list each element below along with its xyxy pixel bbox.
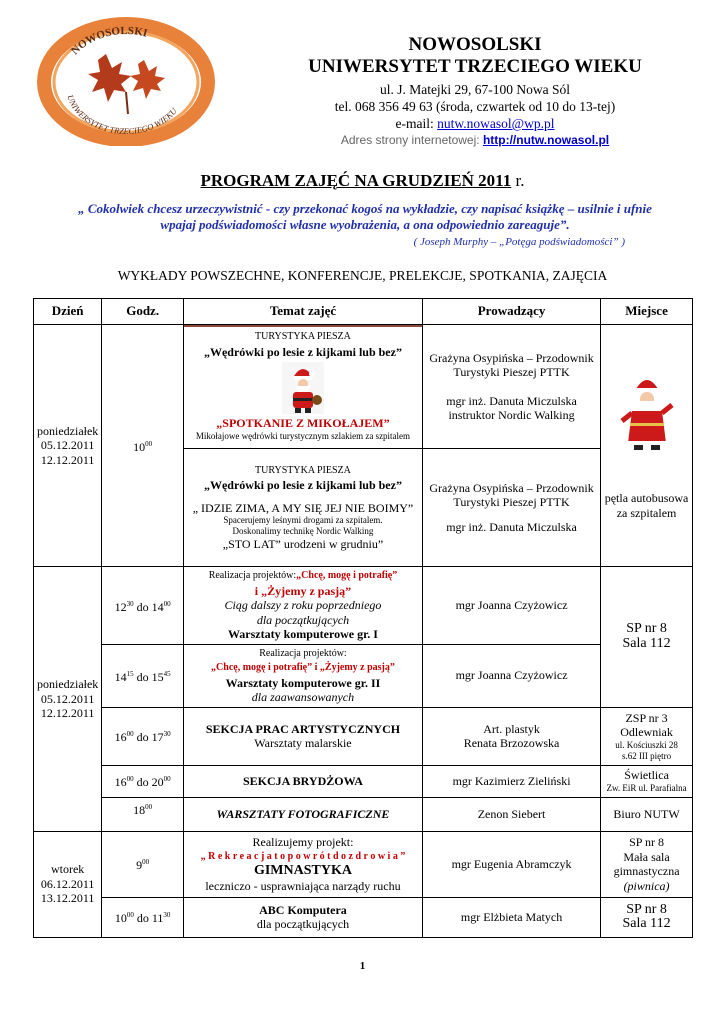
event-description: Spacerujemy leśnymi drogami za szpitalem. [223,515,383,525]
logo-text-top: NOWOSOLSKI [68,24,149,58]
time-separator: do [133,775,152,790]
time-start: 16 [114,775,127,790]
time-cell [102,765,184,797]
time-start-minutes: 00 [126,775,134,784]
place-text: gimnastyczna [613,864,680,878]
header-phone: tel. 068 356 49 63 (środa, czwartek od 10 do 13-tej) [334,99,616,114]
place-text: pętla autobusowa za szpitalem [604,491,689,520]
place-text: SP nr 8 [626,621,667,637]
host-name: mgr Eugenia Abramczyk [451,856,572,871]
time-end-minutes: 30 [163,730,171,739]
place-cell [601,797,693,831]
time-end: 20 [151,775,164,790]
place-text: ul. Kościuszki 28 [615,739,678,750]
time-start: 10 [114,911,127,926]
time-end-minutes: 00 [163,599,171,608]
host-cell [422,897,600,937]
www-link[interactable]: http://nutw.nowasol.pl [482,133,610,147]
header-www-line [250,133,700,147]
place-text: Sala 112 [622,635,671,651]
topic-title: „Wędrówki po lesie z kijkami lub bez” [203,344,402,359]
topic-title: Warsztaty komputerowe gr. I [227,627,378,641]
time-separator: do [133,599,152,614]
table-row [34,644,693,707]
day-name: poniedziałek [37,677,99,691]
time-end: 11 [151,911,164,926]
date: 06.12.2011 [40,876,95,891]
topic-level: dla początkujących [256,612,350,627]
header [250,34,700,147]
time-start: 14 [114,669,127,684]
date: 12.12.2011 [40,706,95,720]
project-label: Realizacja projektów: [208,570,297,581]
table-row [34,797,693,831]
topic-note: Ciąg dalszy z roku poprzedniego [224,598,382,612]
event-title: „SPOTKANIE Z MIKOŁAJEM” [216,416,390,430]
topic-cell [183,897,422,937]
time-start-minutes: 30 [126,599,134,608]
time-cell [102,831,184,897]
time-start-minutes: 00 [145,802,153,811]
motto-source: ( Joseph Murphy – „Potęga podświadomości” ) [413,236,625,248]
topic-title: ABC Komputera [259,902,347,917]
date: 05.12.2011 [40,691,95,706]
topic-title: SEKCJA BRYDŻOWA [243,773,363,788]
topic-subtitle: dla początkujących [256,917,350,931]
time-separator: do [133,730,152,745]
header-place: Miejsce [601,299,693,325]
date: 05.12.2011 [40,438,95,453]
motto-quote: „ Cokolwiek chcesz urzeczywistnić - czy przekonać kogoś na wykładzie, czy napisać książkę – usilnie i ufnie wpajaj podświadomości własne wyobrażenia, a ona odpowiednio zareaguje”. [78,201,652,232]
place-cell [601,567,693,708]
day-name: poniedziałek [37,423,99,438]
host-cell [422,765,600,797]
table-row [34,707,693,765]
time-cell [102,797,184,831]
time-end: 15 [151,669,164,684]
program-title-text: PROGRAM ZAJĘĆ NA GRUDZIEŃ 2011 [200,171,512,190]
page-number: 1 [359,960,366,972]
topic-cell [183,644,422,707]
time-cell [102,897,184,937]
place-cell [601,897,693,937]
header-email-line [250,115,700,132]
table-header-row [34,299,693,325]
time-start: 18 [133,802,146,817]
topic-cell [183,325,422,449]
event-extra: „STO LAT” urodzeni w grudniu” [222,537,384,551]
host-cell [422,831,600,897]
table-row [34,831,693,897]
logo-text-bottom: UNIWERSYTET TRZECIEGO WIEKU [65,93,179,137]
topic-subtitle: Warsztaty malarskie [254,736,352,750]
time-separator: do [133,669,152,684]
event-description: Mikołajowe wędrówki turystycznym szlakiem za szpitalem [195,430,411,441]
table-row [34,897,693,937]
nutw-logo [36,14,216,146]
place-text: SP nr 8 [626,901,667,917]
topic-cell [183,707,422,765]
topic-top-bar [184,325,422,327]
topic-title: „Wędrówki po lesie z kijkami lub bez” [203,478,402,492]
program-title-suffix: r. [511,171,525,190]
date: 13.12.2011 [40,891,95,906]
topic-cell [183,797,422,831]
place-text: Świetlica [624,768,669,783]
place-text: Sala 112 [622,916,671,931]
topic-title: GIMNASTYKA [253,863,352,878]
time-start: 9 [136,858,143,873]
topic-label: TURYSTYKA PIESZA [255,464,351,476]
day-name: wtorek [50,862,85,877]
time-cell [102,325,184,567]
time-end: 14 [151,599,164,614]
host-cell [422,707,600,765]
time-start-minutes: 00 [142,858,150,867]
table-row [34,325,693,449]
time-cell [102,707,184,765]
place-cell [601,325,693,567]
host-name: mgr Kazimierz Zieliński [452,773,571,788]
day-cell [34,567,102,832]
project-name: „Chcę, mogę i potrafię” [296,570,398,581]
topic-cell [183,449,422,567]
topic-cell [183,765,422,797]
host-cell [422,644,600,707]
host-name: mgr Joanna Czyżowicz [455,668,568,683]
host-name: mgr inż. Danuta Miczulska instruktor Nordic Walking [446,393,577,422]
header-host: Prowadzący [422,299,600,325]
topic-subtitle: leczniczo - usprawniająca narządy ruchu [205,878,401,893]
topic-title: Warsztaty komputerowe gr. II [225,675,381,690]
time-start-minutes: 15 [126,669,134,678]
project-name: „Chcę, mogę i potrafię” i „Żyjemy z pasją” [211,662,395,673]
place-text: s.62 III piętro [621,750,672,761]
header-address: ul. J. Matejki 29, 67-100 Nowa Sól [379,82,571,97]
header-time: Godz. [102,299,184,325]
host-name: mgr Joanna Czyżowicz [455,598,568,612]
time-end-minutes: 00 [163,775,171,784]
project-label: Realizujemy projekt: [252,835,354,849]
place-text: (piwnica) [623,878,670,893]
email-label: e-mail: [395,116,438,131]
project-name: i „Żyjemy z pasją” [254,583,352,598]
day-cell [34,831,102,937]
day-cell [34,325,102,567]
time-start-minutes: 00 [145,439,153,448]
place-cell [601,831,693,897]
header-line1: NOWOSOLSKI [408,34,542,55]
santa-icon [282,362,324,414]
header-line2: UNIWERSYTET TRZECIEGO WIEKU [308,56,642,77]
time-start: 10 [133,439,146,454]
time-cell [102,644,184,707]
host-cell [422,325,600,449]
topic-cell [183,567,422,645]
header-day: Dzień [34,299,102,325]
time-start-minutes: 00 [126,911,134,920]
date: 12.12.2011 [40,452,95,467]
topic-label: TURYSTYKA PIESZA [255,331,351,342]
place-cell [601,765,693,797]
place-cell [601,707,693,765]
host-name: Art. plastyk [483,721,540,736]
time-start-minutes: 00 [126,730,134,739]
host-cell [422,449,600,567]
topic-cell [183,831,422,897]
place-text: SP nr 8 [629,835,665,849]
host-name: Grażyna Osypińska – Przodownik Turystyki Pieszej PTTK [429,480,594,510]
project-label: Realizacja projektów: [259,647,347,659]
time-end-minutes: 30 [163,911,171,920]
event-description: Doskonalimy technikę Nordic Walking [232,526,374,536]
host-cell [422,567,600,645]
table-row [34,567,693,645]
host-name: Renata Brzozowska [463,736,560,750]
schedule-table [33,298,693,938]
place-text: Mała sala [623,849,670,864]
place-text: ZSP nr 3 [625,710,668,725]
time-start: 16 [114,730,127,745]
project-name: „ R e k r e a c j a t o p o w r ó t d o z d r o w i a ” [200,850,406,862]
topic-title: WARSZTATY FOTOGRAFICZNE [216,806,390,821]
topic-level: dla zaawansowanych [251,690,355,704]
host-name: mgr Elżbieta Matych [460,909,563,924]
place-text: Zw. EiR ul. Parafialna [606,782,687,793]
time-separator: do [133,911,152,926]
host-name: mgr inż. Danuta Miczulska [446,519,577,534]
santa-icon [620,371,674,451]
time-end: 17 [151,730,164,745]
time-start: 12 [114,599,127,614]
time-cell [102,567,184,645]
topic-title: SEKCJA PRAC ARTYSTYCZNYCH [205,721,401,736]
place-text: Odlewniak [620,725,673,739]
place-text: Biuro NUTW [613,806,680,821]
header-topic: Temat zajęć [183,299,422,325]
www-label: Adres strony internetowej: [340,133,483,147]
host-name: Grażyna Osypińska – Przodownik Turystyki Pieszej PTTK [429,350,594,379]
host-name: Zenon Siebert [477,806,546,821]
host-cell [422,797,600,831]
program-title [0,171,725,191]
program-subtitle: WYKŁADY POWSZECHNE, KONFERENCJE, PRELEKCJE, SPOTKANIA, ZAJĘCIA [117,268,608,283]
event-title: „ IDZIE ZIMA, A MY SIĘ JEJ NIE BOIMY” [192,500,414,515]
email-link[interactable]: nutw.nowasol@wp.pl [437,116,555,131]
time-end-minutes: 45 [163,669,171,678]
table-row [34,765,693,797]
